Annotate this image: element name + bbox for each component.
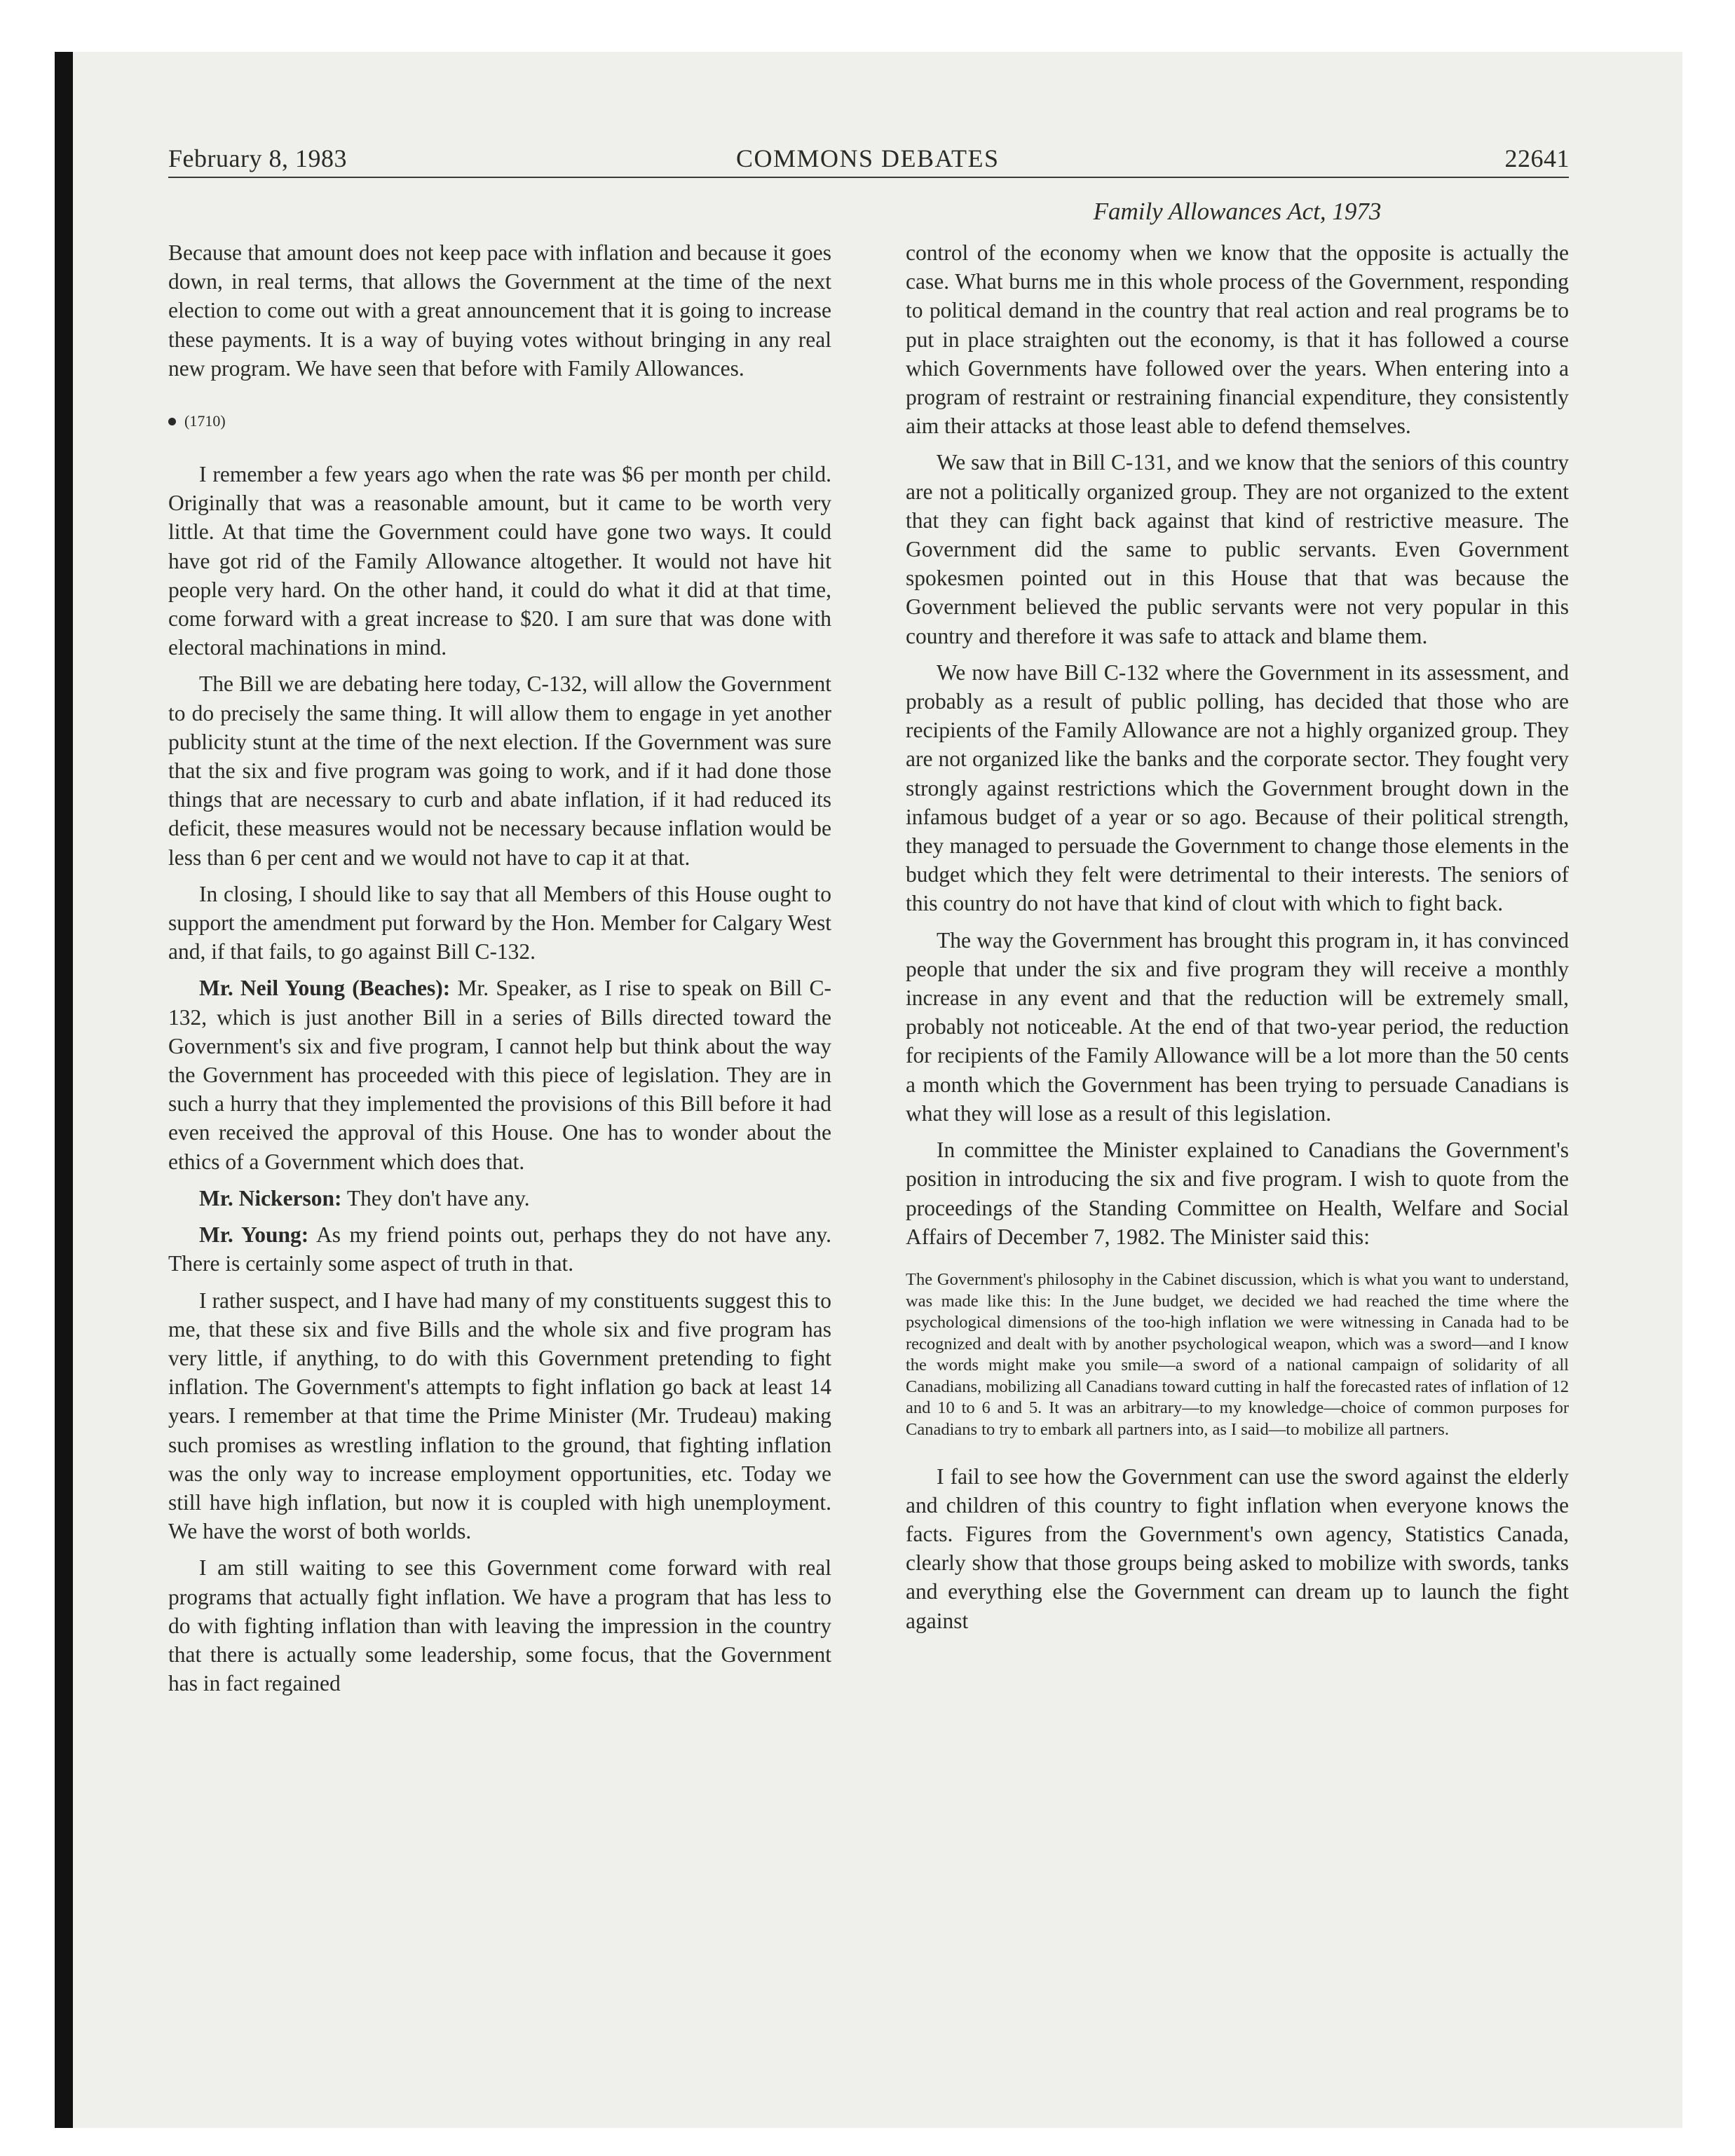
paragraph: In closing, I should like to say that all Members of this House ought to support the amendment put forward by the Hon. Member for Calgary West and, if that fails, to go against Bill C-132. [168, 881, 831, 964]
paragraph: I rather suspect, and I have had many of my constituents suggest this to me, that these six and five Bills and the whole six and five program has very little, if anything, to do with this Government pretending to fight inflation. The Government's attempts to fight inflation go back at least 14 years. I remember at that time the Prime Minister (Mr. Trudeau) making such promises as wrestling inflation to the ground, that fighting inflation was the only way to increase employment opportunities, etc. Today we still have high inflation, but now it is coupled with high unemployment. We have the worst of both worlds. [168, 1288, 831, 1544]
paragraph: I remember a few years ago when the rate was $6 per month per child. Originally that was a reasonable amount, but it came to be worth very little. At that time the Government could have gone two ways. It could have got rid of the Family Allowance altogether. It would not have hit people very hard. On the other hand, it could do what it did at that time, come forward with a great increase to $20. I am sure that was done with electoral machinations in mind. [168, 462, 831, 660]
time-marker-label: (1710) [184, 412, 226, 430]
right-column [906, 238, 1569, 1643]
block-quote: The Government's philosophy in the Cabinet discussion, which is what you want to understand, was made like this: In the June budget, we decided we had reached the time where the psychological dimensions of the too-high inflation we were witnessing in Canada had to be recognized and dealt with by another psychological weapon, which was a sword—and I know the words might make you smile—a sword of a national campaign of solidarity of all Canadians, mobilizing all Canadians toward cutting in half the forecasted rates of inflation of 12 and 10 to 6 and 5. It was an arbitrary—to my knowledge—choice of common purposes for Canadians to try to embark all partners into, as I said—to mobilize all partners. [906, 1269, 1569, 1440]
paragraph: The Bill we are debating here today, C-132, will allow the Government to do precisely the same thing. It will allow them to engage in yet another publicity stunt at the time of the next election. If the Government was sure that the six and five program was going to work, and if it had done those things that are necessary to curb and abate inflation, if it had reduced its deficit, these measures would not be necessary because inflation would be less than 6 per cent and we would not have to cap it at that. [168, 671, 831, 870]
paragraph: Because that amount does not keep pace with inflation and because it goes down, in real terms, that allows the Government at the time of the next election to come out with a great announcement that it is going to increase these payments. It is a way of buying votes without bringing in any real new program. We have seen that before with Family Allowances. [168, 240, 831, 381]
paragraph: We now have Bill C-132 where the Government in its assessment, and probably as a result of public polling, has decided that those who are recipients of the Family Allowance are not a highly organized group. They are not organized like the banks and the corporate sector. They fought very strongly against restrictions which the Government brought down in the infamous budget of a year or so ago. Because of their political strength, they managed to persuade the Government to change those elements in the budget which they felt were detrimental to their interests. The seniors of this country do not have that kind of clout with which to fight back. [906, 660, 1569, 916]
time-marker [168, 411, 831, 432]
speaker-name: Mr. Young: [199, 1222, 309, 1248]
speech-text: Mr. Speaker, as I rise to speak on Bill C-132, which is just another Bill in a series of Bills directed toward the Government's six and five program, I cannot help but think about the way the Government has proceeded with this piece of legislation. They are in such a hurry that they implemented the provisions of this Bill before it had even received the approval of this House. One has to wonder about the ethics of a Government which does that. [168, 976, 831, 1174]
binding-edge-shadow [55, 52, 73, 2128]
section-title: Family Allowances Act, 1973 [1093, 198, 1382, 225]
speech-paragraph [168, 1184, 831, 1213]
speech-paragraph [168, 1220, 831, 1278]
speaker-name: Mr. Neil Young (Beaches): [199, 976, 451, 1001]
header-date: February 8, 1983 [168, 144, 347, 172]
speech-text: They don't have any. [341, 1185, 530, 1210]
header-rule [168, 177, 1569, 178]
paragraph: control of the economy when we know that the opposite is actually the case. What burns me in this whole process of the Government, responding to political demand in the country that real action and real programs be to put in place straighten out the economy, is that it has followed a course which Governments have followed over the years. When entering into a program of restraint or restraining financial expenditure, they consistently aim their attacks at those least able to defend themselves. [906, 240, 1569, 439]
bullet-icon [168, 418, 176, 425]
speech-text: As my friend points out, perhaps they do not have any. There is certainly some aspect of truth in that. [168, 1222, 831, 1276]
paragraph: We saw that in Bill C-131, and we know that the seniors of this country are not a politically organized group. They are not organized to the extent that they can fight back against that kind of restrictive measure. The Government did the same to public servants. Even Government spokesmen pointed out in this House that that was because the Government believed the public servants were not very popular in this country and therefore it was safe to attack and blame them. [906, 450, 1569, 648]
paragraph: I fail to see how the Government can use the sword against the elderly and children of this country to fight inflation when everyone knows the facts. Figures from the Government's own agency, Statistics Canada, clearly show that those groups being asked to mobilize with swords, tanks and everything else the Government can dream up to launch the fight against [906, 1464, 1569, 1633]
header-journal-title: COMMONS DEBATES [736, 144, 1000, 172]
speech-paragraph [168, 974, 831, 1175]
paragraph: The way the Government has brought this program in, it has convinced people that under the six and five program they will receive a monthly increase in any event and that the reduction will be extremely small, probably not noticeable. At the end of that two-year period, the reduction for recipients of the Family Allowance will be a lot more than the 50 cents a month which the Government has been trying to persuade Canadians is what they will lose as a result of this legislation. [906, 927, 1569, 1126]
paragraph: I am still waiting to see this Government come forward with real programs that actually fight inflation. We have a program that has less to do with fighting inflation than with leaving the impression in the country that there is actually some leadership, some focus, that the Government has in fact regained [168, 1555, 831, 1696]
paragraph: In committee the Minister explained to Canadians the Government's position in introducing the six and five program. I wish to quote from the proceedings of the Standing Committee on Health, Welfare and Social Affairs of December 7, 1982. The Minister said this: [906, 1138, 1569, 1249]
speaker-name: Mr. Nickerson: [199, 1185, 342, 1210]
header-page-number: 22641 [1504, 144, 1570, 172]
left-column [168, 238, 831, 1705]
